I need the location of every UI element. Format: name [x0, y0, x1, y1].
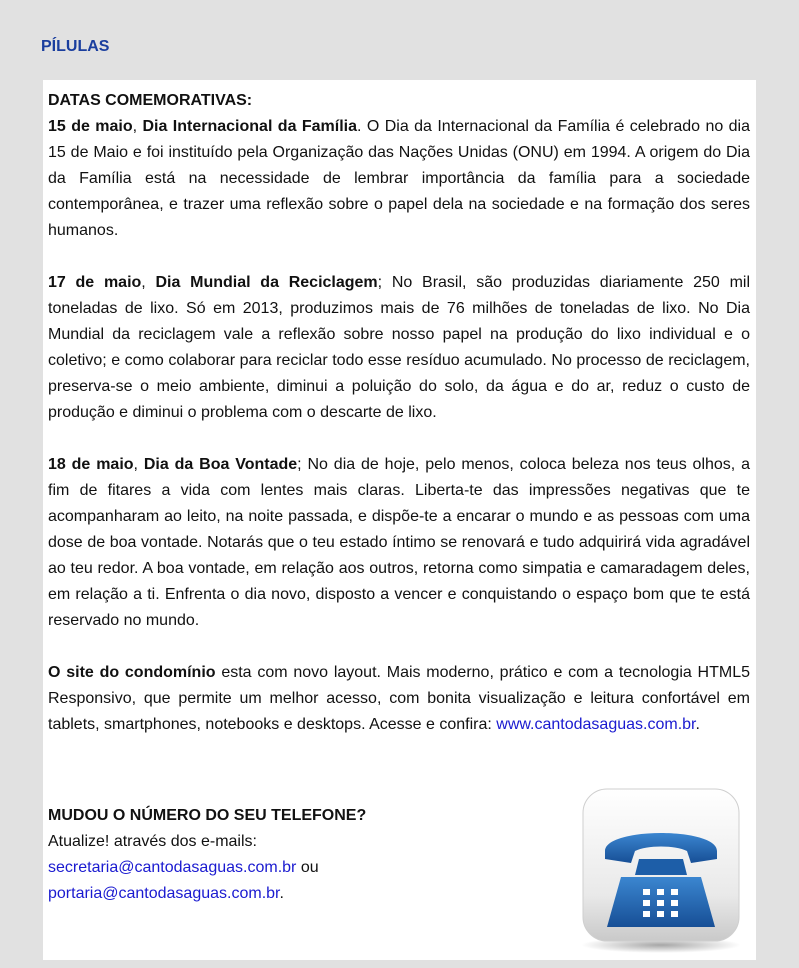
site-text: esta com novo layout. Mais moderno, prático e com a tecnologia HTML5 Responsivo, que permite um melhor acesso, com bonita visualização e leitura confortável em tablets, smartphones, notebooks e desktops. Acesse e confira:: [48, 664, 751, 733]
email-line-1: [48, 855, 568, 881]
section-title: PÍLULAS: [41, 38, 110, 55]
date-text: No dia de hoje, pelo menos, coloca beleza nos teus olhos, a fim de fitares a vida com lentes mais claras. Liberta-te das impressões negativas que te acompanharam ao leito, na noite passada, e dispõe-te a encarar o mundo e as pessoas com uma dose de boa vontade. Notarás que o teu estado íntimo se renovará e tudo adquirirá vida agradável ao teu redor. A boa vontade, em relação aos outros, retorna como simpatia e camaradagem deles, em relação a ti. Enfrenta o dia novo, disposto a vencer e conquistando o espaço bom que te está reservado no mundo.: [48, 456, 751, 629]
portaria-email-link[interactable]: portaria@cantodasaguas.com.br: [48, 885, 280, 902]
date-name: Dia da Boa Vontade: [143, 456, 298, 473]
phone-notice: [48, 803, 568, 907]
telephone-icon: [579, 785, 743, 953]
separator: ;: [297, 456, 308, 473]
date-item-reciclagem: [48, 270, 750, 426]
date-label: 17 de maio: [48, 274, 142, 291]
email-line-2: [48, 881, 568, 907]
date-text: O Dia da Internacional da Família é celebrado no dia 15 de Maio e foi instituído pela Organização das Nações Unidas (ONU) em 1994. A origem do Dia da Família está na necessidade de lembrar importância da família para a sociedade contemporânea, e trazer uma reflexão sobre o papel dela na sociedade e na formação dos seres humanos.: [48, 118, 751, 239]
or-text: ou: [296, 859, 319, 876]
date-text: No Brasil, são produzidas diariamente 250 mil toneladas de lixo. Só em 2013, produzimos mais de 76 milhões de toneladas de lixo. No Dia Mundial da reciclagem vale a reflexão sobre nosso papel na produção do lixo individual e o coletivo; e como colaborar para reciclar todo esse resíduo acumulado. No processo de reciclagem, preserva-se o meio ambiente, diminui a poluição do solo, da água e do ar, reduz o custo de produção e diminui o problema com o descarte de lixo.: [48, 274, 751, 421]
email-end: .: [279, 885, 284, 902]
date-item-boa-vontade: [48, 452, 750, 634]
separator: ,: [132, 118, 143, 135]
commemorative-dates-heading: DATAS COMEMORATIVAS:: [48, 92, 253, 109]
date-name: Dia Mundial da Reciclagem: [155, 274, 378, 291]
phone-notice-line: Atualize! através dos e-mails:: [48, 833, 257, 850]
separator: ,: [133, 456, 144, 473]
date-item-familia: [48, 114, 750, 244]
separator: ;: [377, 274, 392, 291]
content-card: [43, 80, 756, 960]
secretaria-email-link[interactable]: secretaria@cantodasaguas.com.br: [48, 859, 297, 876]
date-label: 15 de maio: [48, 118, 133, 135]
site-link[interactable]: www.cantodasaguas.com.br: [496, 716, 696, 733]
phone-notice-title: MUDOU O NÚMERO DO SEU TELEFONE?: [48, 807, 367, 824]
date-name: Dia Internacional da Família: [142, 118, 358, 135]
site-title: O site do condomínio: [48, 664, 216, 681]
article-body: [48, 88, 750, 764]
date-label: 18 de maio: [48, 456, 134, 473]
separator: .: [357, 118, 367, 135]
separator: ,: [141, 274, 156, 291]
site-end: .: [695, 716, 700, 733]
site-announcement: [48, 660, 750, 738]
